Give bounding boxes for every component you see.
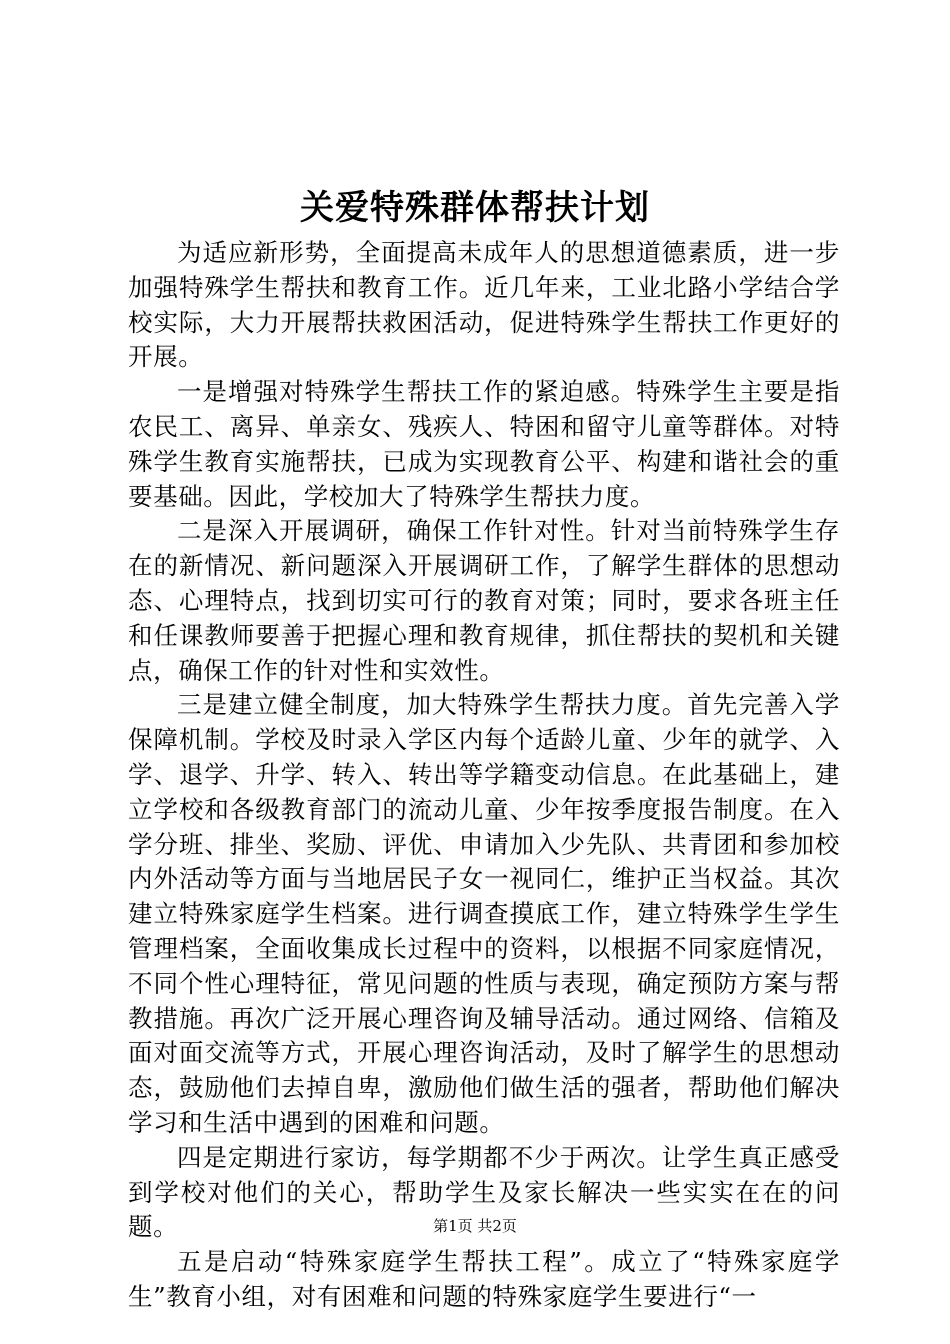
page-footer: 第1页 共2页 [433, 1217, 517, 1235]
paragraph-point-4: 四是定期进行家访，每学期都不少于两次。让学生真正感受到学校对他们的关心，帮助学生及家长解决一些实实在在的问题。 [128, 1142, 840, 1242]
paragraph-point-1: 一是增强对特殊学生帮扶工作的紧迫感。特殊学生主要是指农民工、离异、单亲女、残疾人、特困和留守儿童等群体。对特殊学生教育实施帮扶，已成为实现教育公平、构建和谐社会的重要基础。因此，学校加大了特殊学生帮扶力度。 [128, 377, 840, 511]
paragraph-point-2: 二是深入开展调研，确保工作针对性。针对当前特殊学生存在的新情况、新问题深入开展调研工作，了解学生群体的思想动态、心理特点，找到切实可行的教育对策；同时，要求各班主任和任课教师要善于把握心理和教育规律，抓住帮扶的契机和关键点，确保工作的针对性和实效性。 [128, 516, 840, 685]
paragraph-point-5: 五是启动“特殊家庭学生帮扶工程”。成立了“特殊家庭学生”教育小组，对有困难和问题的特殊家庭学生要进行“一 [128, 1247, 840, 1311]
document-body [128, 236, 840, 1315]
paragraph-point-3: 三是建立健全制度，加大特殊学生帮扶力度。首先完善入学保障机制。学校及时录入学区内每个适龄儿童、少年的就学、入学、退学、升学、转入、转出等学籍变动信息。在此基础上，建立学校和各级教育部门的流动儿童、少年按季度报告制度。在入学分班、排坐、奖励、评优、申请加入少先队、共青团和参加校内外活动等方面与当地居民子女一视同仁，维护正当权益。其次建立特殊家庭学生档案。进行调查摸底工作，建立特殊学生学生管理档案，全面收集成长过程中的资料，以根据不同家庭情况，不同个性心理特征，常见问题的性质与表现，确定预防方案与帮教措施。再次广泛开展心理咨询及辅导活动。通过网络、信箱及面对面交流等方式，开展心理咨询活动，及时了解学生的思想动态，鼓励他们去掉自卑，激励他们做生活的强者，帮助他们解决学习和生活中遇到的困难和问题。 [128, 690, 840, 1137]
document-title: 关爱特殊群体帮扶计划 [300, 188, 650, 228]
paragraph-intro: 为适应新形势，全面提高未成年人的思想道德素质，进一步加强特殊学生帮扶和教育工作。近几年来，工业北路小学结合学校实际，大力开展帮扶救困活动，促进特殊学生帮扶工作更好的开展。 [128, 238, 840, 372]
